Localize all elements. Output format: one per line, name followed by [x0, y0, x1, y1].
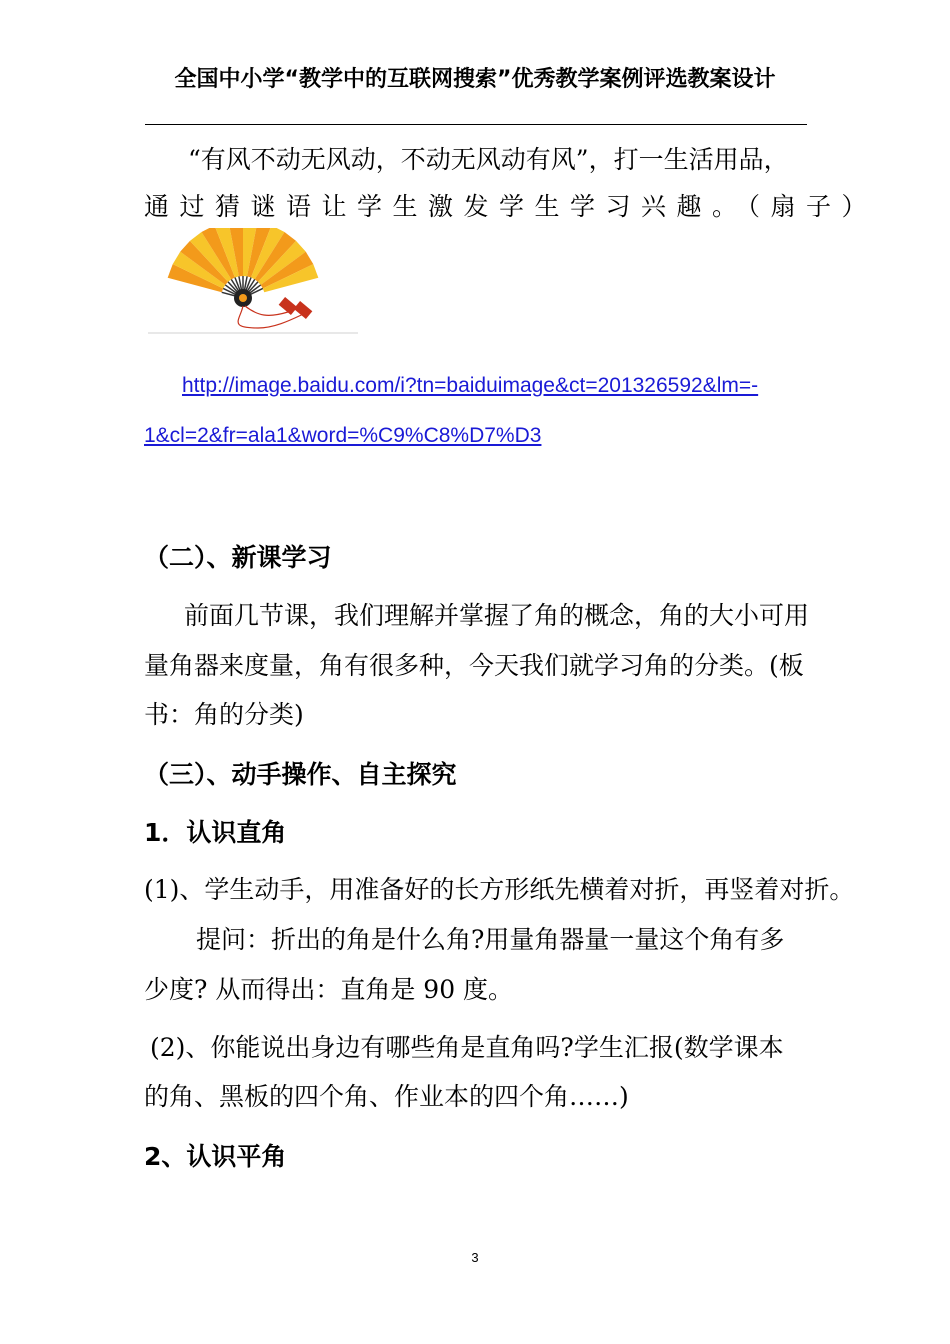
paragraph-line: 前面几节课，我们理解并掌握了角的概念，角的大小可用: [184, 601, 810, 630]
section-heading-new-lesson: （二）、新课学习: [144, 543, 332, 572]
page-header-title: 全国中小学“教学中的互联网搜索”优秀教学案例评选教案设计: [174, 67, 776, 92]
paragraph-line: 书：角的分类): [144, 700, 304, 729]
section-heading-hands-on: （三）、动手操作、自主探究: [144, 760, 457, 789]
source-link-line-1[interactable]: http://image.baidu.com/i?tn=baiduimage&ct=201326592&lm=-: [182, 374, 759, 397]
question-line-1: 提问：折出的角是什么角?用量角器量一量这个角有多: [196, 925, 785, 954]
list-item-continuation: 的角、黑板的四个角、作业本的四个角……): [144, 1082, 629, 1111]
subheading-straight-angle: 2、认识平角: [144, 1142, 287, 1171]
header-divider: [145, 124, 807, 125]
riddle-line-2: 通过猜谜语让学生激发学生学习兴趣。（扇子）: [144, 192, 878, 221]
paragraph-line: 量角器来度量，角有很多种，今天我们就学习角的分类。(板: [144, 651, 804, 680]
page-number: 3: [471, 1250, 479, 1265]
list-item: (1)、学生动手，用准备好的长方形纸先横着对折，再竖着对折。: [144, 875, 855, 904]
fan-image: [148, 228, 358, 338]
source-link-line-2[interactable]: 1&cl=2&fr=ala1&word=%C9%C8%D7%D3: [144, 424, 542, 447]
list-item: (2)、你能说出身边有哪些角是直角吗?学生汇报(数学课本: [150, 1033, 784, 1062]
riddle-line-1: “有风不动无风动，不动无风动有风”，打一生活用品，: [188, 145, 789, 174]
question-line-2: 少度? 从而得出：直角是 90 度。: [144, 975, 514, 1004]
subheading-right-angle: 1．认识直角: [144, 818, 287, 847]
